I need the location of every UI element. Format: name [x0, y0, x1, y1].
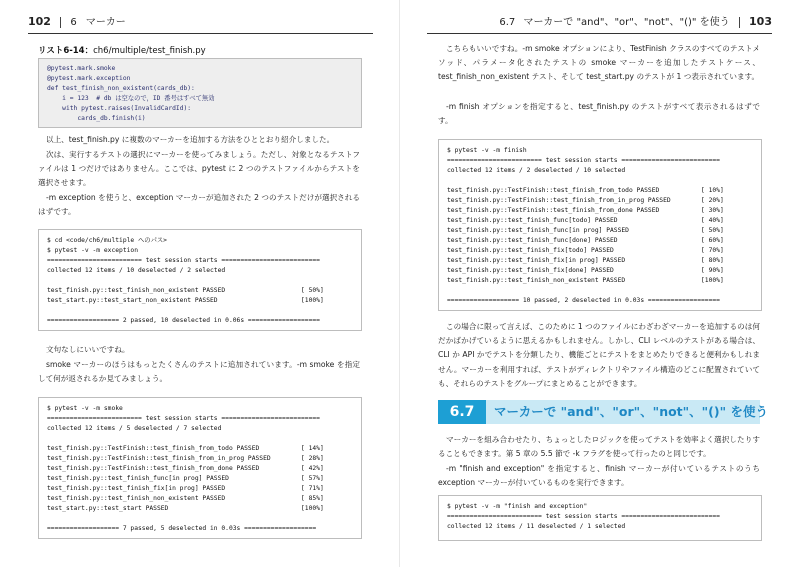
left-para-3: -m exception を使うと、exception マーカーが追加された 2 つのテストだけが選択されるはずです。	[38, 193, 360, 217]
left-para-1: 以上、test_finish.py に複数のマーカーを追加する方法をひととおり紹介しました。	[46, 135, 335, 144]
right-para-4: マーカーを組み合わせたり、ちょっとしたロジックを使ってテストを効率よく選択したりすることもできます。第 5 章の 5.5 節で -k フラグを使って行ったのと同じです。	[438, 435, 760, 459]
left-header-rule	[28, 33, 373, 34]
right-para-3: この場合に限って言えば、このために 1 つのファイルにわざわざマーカーを追加するのは何だかばかげているように思えるかもしれません。しかし、CLI レベルのテストがある場合は、CLI か API かでテストを分類したり、機能ごとにテストをまとめたりできると便利かもしれません。マーカーを利用すれば、テストがディレクトリやファイル構造のどこに配置されていても、それらのテストをグループにまとめることができます。	[438, 322, 760, 388]
terminal-block-4	[438, 495, 762, 541]
left-running-header	[28, 14, 378, 30]
listing-code-block	[38, 58, 362, 128]
terminal-output-4: $ pytest -v -m "finish and exception" ========================= test session starts ========================== collected 12 items / 11 deselected / 1 selected	[447, 503, 720, 530]
terminal-output-3: $ pytest -v -m finish ========================= test session starts ========================== collected 12 items / 2 deselected / 10 selected test_finish.py::TestFinish::test_finish_from_todo PASSED [ 10%] test_finish.py::TestFinish::test_finish_from_in_prog PASSED [ 20%] test_finish.py::TestFinish::test_finish_from_done PASSED [ 30%] test_finish.py::test_finish_func[todo] PASSED [ 40%] test_finish.py::test_finish_func[in prog] PASSED [ 50%] test_finish.py::test_finish_func[done] PASSED [ 60%] test_finish.py::test_finish_fix[todo] PASSED [ 70%] test_finish.py::test_finish_fix[in prog] PASSED [ 80%] test_finish.py::test_finish_fix[done] PASSED [ 90%] test_finish.py::test_finish_non_existent PASSED [100%] =================== 10 passed, 2 deselected in 0.03s ===================	[447, 147, 724, 304]
header-divider	[60, 17, 61, 28]
listing-caption	[38, 44, 206, 56]
terminal-output-1: $ cd <code/ch6/multiple へのパス> $ pytest -v -m exception ========================= test session starts ========================== collected 12 items / 10 deselected / 2 selected test_finish.py::test_finish_non_existent PASSED [ 50%] test_start.py::test_start_non_existent PASSED [100%] =================== 2 passed, 10 deselected in 0.06s ===================	[47, 237, 324, 324]
left-para-5: smoke マーカーのほうはもっとたくさんのテストに追加されています。-m smoke を指定して何が返されるか見てみましょう。	[38, 360, 360, 384]
listing-code: @pytest.mark.smoke @pytest.mark.exception def test_finish_non_existent(cards_db): i = 123 # db は空なので，ID 番号はすべて無効 with pytest.raises(InvalidCardId): cards_db.finish(i)	[47, 65, 215, 122]
chapter-number: 6	[70, 17, 77, 28]
right-running-header	[422, 14, 772, 30]
terminal-block-2	[38, 397, 362, 539]
right-para-5: -m "finish and exception" を指定すると、finish マーカーが付いているテストのうち exception マーカーが付いているものを実行できます。	[438, 464, 760, 488]
right-page-number: 103	[749, 15, 772, 28]
right-header-rule	[427, 33, 772, 34]
terminal-output-2: $ pytest -v -m smoke ========================= test session starts ========================== collected 12 items / 5 deselected / 7 selected test_finish.py::TestFinish::test_finish_from_todo PASSED [ 14%] test_finish.py::TestFinish::test_finish_from_in_prog PASSED [ 28%] test_finish.py::TestFinish::test_finish_from_done PASSED [ 42%] test_finish.py::test_finish_func[in prog] PASSED [ 57%] test_finish.py::test_finish_fix[in prog] PASSED [ 71%] test_finish.py::test_finish_non_existent PASSED [ 85%] test_start.py::test_start PASSED [100%] =================== 7 passed, 5 deselected in 0.03s ===================	[47, 405, 324, 532]
running-section-title: マーカーで "and"、"or"、"not"、"()" を使う	[523, 17, 730, 28]
left-page-number: 102	[28, 15, 51, 28]
section-number-badge: 6.7	[438, 400, 486, 424]
chapter-title: マーカー	[85, 17, 126, 28]
listing-file: ch6/multiple/test_finish.py	[93, 46, 206, 56]
running-section-number: 6.7	[499, 17, 516, 28]
left-para-4: 文句なしにいいですね。	[46, 345, 130, 354]
terminal-block-3	[438, 139, 762, 311]
right-para-1: こちらもいいですね。-m smoke オプションにより、TestFinish クラスのすべてのテストメソッド、パラメータ化されたテストの smoke マーカーを追加したテストケース、test_finish_non_existent テスト、そして test_start.py のテストが 1 つ表示されています。	[438, 44, 760, 82]
left-para-2: 次は、実行するテストの選択にマーカーを使ってみましょう。ただし、対象となるテストファイルは 1 つだけではありません。ここでは、pytest に 2 つのテストファイルからテストを選択させます。	[38, 150, 360, 188]
right-para-2: -m finish オプションを指定すると、test_finish.py のテストがすべて表示されるはずです。	[438, 102, 760, 126]
terminal-block-1	[38, 229, 362, 331]
header-divider	[739, 17, 740, 28]
listing-label: リスト6-14：	[38, 46, 94, 56]
section-heading	[438, 400, 768, 424]
right-page	[400, 0, 800, 567]
section-title: マーカーで "and"、"or"、"not"、"()" を使う	[494, 404, 768, 419]
